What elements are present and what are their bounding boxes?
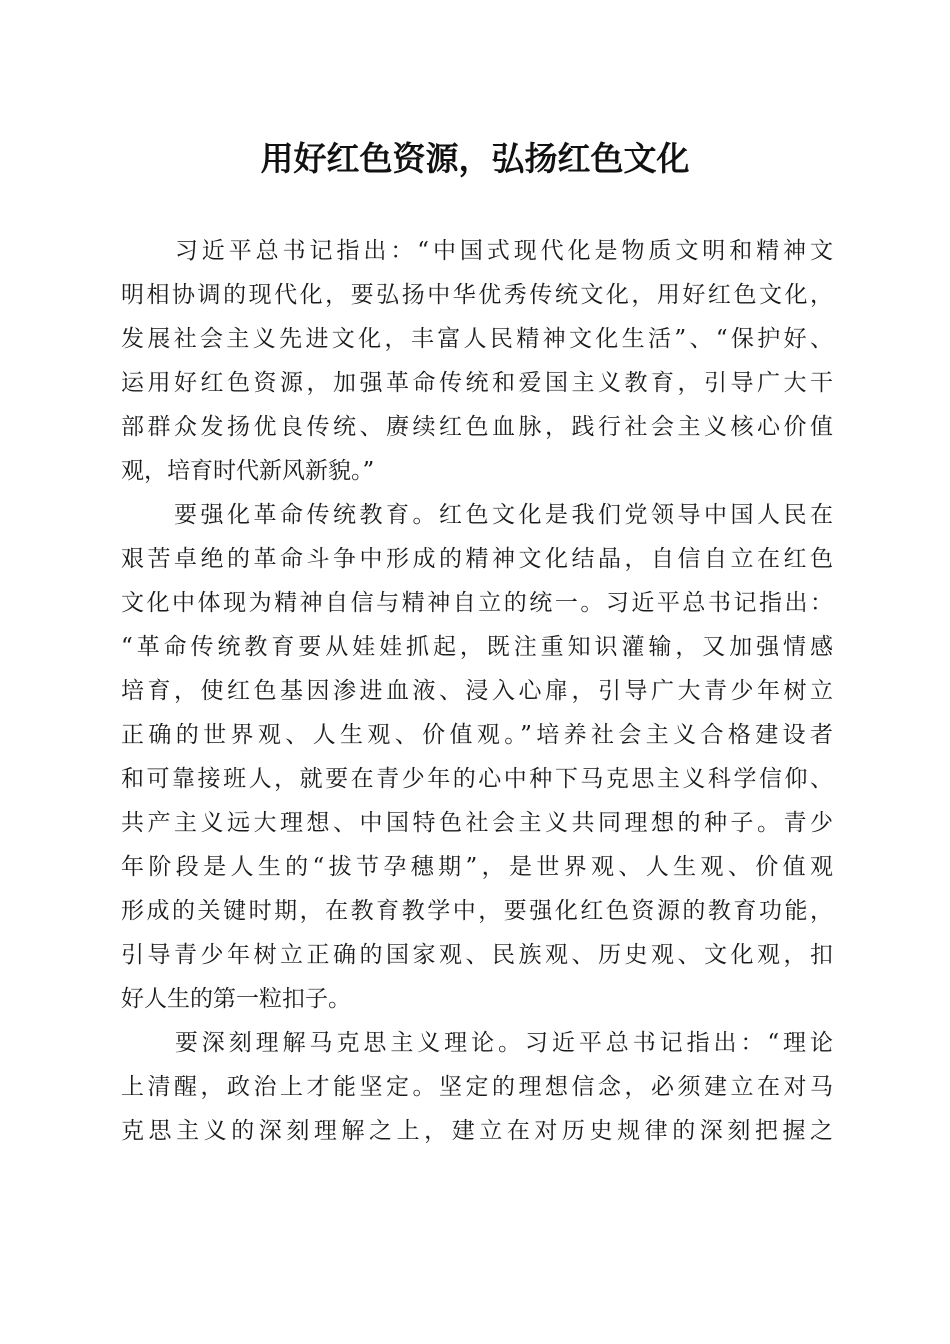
document-title: 用好红色资源，弘扬红色文化 — [260, 139, 690, 178]
text-line: 正确的世界观、人生观、价值观。”培养社会主义合格建设者 — [121, 722, 833, 748]
text-line: 习近平总书记指出：“中国式现代化是物质文明和精神文 — [121, 238, 833, 264]
text-line: 和可靠接班人，就要在青少年的心中种下马克思主义科学信仰、 — [121, 766, 833, 792]
text-line: 部群众发扬优良传统、赓续红色血脉，践行社会主义核心价值 — [121, 414, 833, 440]
paragraph — [121, 1021, 833, 1153]
text-line: 引导青少年树立正确的国家观、民族观、历史观、文化观，扣 — [121, 942, 833, 968]
text-line: 要强化革命传统教育。红色文化是我们党领导中国人民在 — [121, 502, 833, 528]
text-line: 年阶段是人生的“拔节孕穗期”，是世界观、人生观、价值观 — [121, 854, 833, 880]
text-line: 好人生的第一粒扣子。 — [121, 986, 351, 1012]
text-line: 上清醒，政治上才能坚定。坚定的理想信念，必须建立在对马 — [121, 1074, 833, 1100]
text-line: 发展社会主义先进文化，丰富人民精神文化生活”、“保护好、 — [121, 326, 833, 352]
text-line: 克思主义的深刻理解之上，建立在对历史规律的深刻把握之 — [121, 1118, 833, 1144]
paragraph — [121, 493, 833, 1021]
text-line: 运用好红色资源，加强革命传统和爱国主义教育，引导广大干 — [121, 370, 833, 396]
text-line: “革命传统教育要从娃娃抓起，既注重知识灌输，又加强情感 — [121, 634, 833, 660]
text-line: 形成的关键时期，在教育教学中，要强化红色资源的教育功能， — [121, 898, 833, 924]
text-line: 观，培育时代新风新貌。” — [121, 458, 375, 484]
text-line: 共产主义远大理想、中国特色社会主义共同理想的种子。青少 — [121, 810, 833, 836]
text-line: 要深刻理解马克思主义理论。习近平总书记指出：“理论 — [121, 1030, 833, 1056]
text-line: 文化中体现为精神自信与精神自立的统一。习近平总书记指出： — [121, 590, 833, 616]
paragraph — [121, 229, 833, 493]
document-body — [121, 229, 833, 1153]
text-line: 艰苦卓绝的革命斗争中形成的精神文化结晶，自信自立在红色 — [121, 546, 833, 572]
text-line: 培育，使红色基因渗进血液、浸入心扉，引导广大青少年树立 — [121, 678, 833, 704]
text-line: 明相协调的现代化，要弘扬中华优秀传统文化，用好红色文化， — [121, 282, 833, 308]
